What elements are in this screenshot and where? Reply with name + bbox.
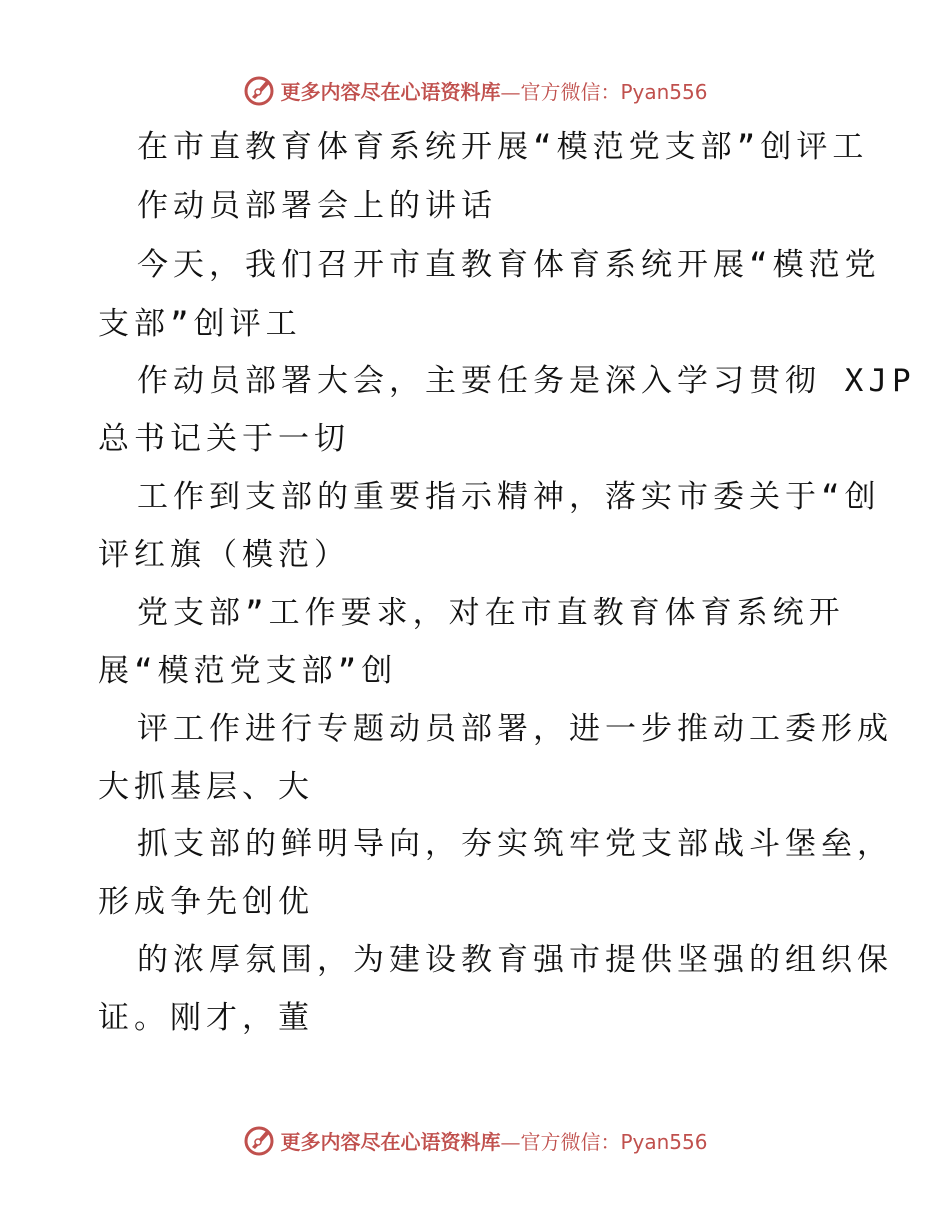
title-line-1: 在市直教育体育系统开展“模范党支部”创评工 xyxy=(137,129,869,165)
quill-circle-icon xyxy=(242,73,276,107)
paragraph-line: 形成争先创优 xyxy=(98,884,314,920)
paragraph-line: 证。刚才，董 xyxy=(98,1000,314,1036)
banner-main-text: 更多内容尽在心语资料库 xyxy=(280,79,501,104)
paragraph-line: 作动员部署大会，主要任务是深入学习贯彻 XJP xyxy=(137,363,916,399)
banner-separator: — xyxy=(500,79,521,104)
banner-wechat-text: 官方微信：Pyan556 xyxy=(520,79,708,104)
banner-separator: — xyxy=(500,1129,521,1154)
paragraph-line: 工作到支部的重要指示精神，落实市委关于“创 xyxy=(137,479,881,515)
paragraph-line: 今天，我们召开市直教育体育系统开展“模范党 xyxy=(137,247,881,283)
title-line-2: 作动员部署会上的讲话 xyxy=(137,188,497,224)
paragraph-line: 抓支部的鲜明导向，夯实筑牢党支部战斗堡垒， xyxy=(137,826,893,862)
paragraph-line: 总书记关于一切 xyxy=(98,421,350,457)
paragraph-line: 的浓厚氛围，为建设教育强市提供坚强的组织保 xyxy=(137,942,893,978)
banner-wechat-text: 官方微信：Pyan556 xyxy=(520,1129,708,1154)
banner-main-text: 更多内容尽在心语资料库 xyxy=(280,1129,501,1154)
footer-banner xyxy=(0,1120,950,1160)
paragraph-line: 大抓基层、大 xyxy=(98,769,314,805)
header-banner xyxy=(0,70,950,110)
paragraph-line: 展“模范党支部”创 xyxy=(98,653,398,689)
paragraph-line: 支部”创评工 xyxy=(98,306,302,342)
quill-circle-icon xyxy=(242,1123,276,1157)
banner-text xyxy=(280,76,707,105)
paragraph-line: 评工作进行专题动员部署，进一步推动工委形成 xyxy=(137,711,893,747)
paragraph-line: 评红旗（模范） xyxy=(98,537,350,573)
paragraph-line: 党支部”工作要求，对在市直教育体育系统开 xyxy=(137,595,845,631)
banner-text xyxy=(280,1126,707,1155)
